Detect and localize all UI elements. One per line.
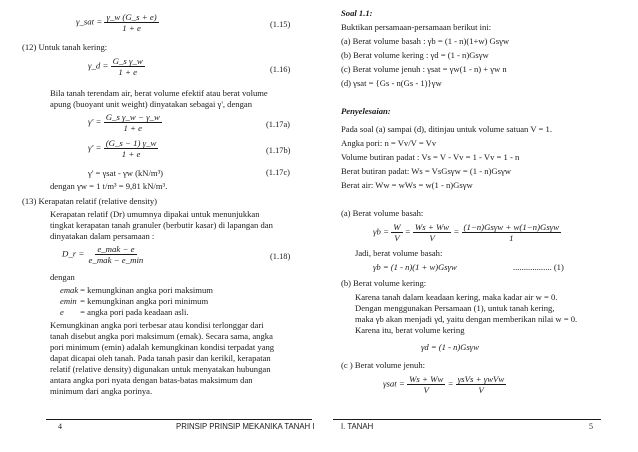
- part-a-jadi: Jadi, berat volume basah:: [355, 248, 443, 258]
- soal-item: (d) γsat = {Gs - n(Gs - 1)}γw: [341, 78, 442, 88]
- footer-rule: [46, 419, 312, 420]
- paragraph-line: relatif (relative density) digunakan untuk menyatakan hubungan: [50, 364, 271, 374]
- equation-1-18: D_r = $\frac{\text{e\_mak − e}}{\text{e\_mak − e\_min}}$: [62, 244, 144, 265]
- dengan-label: dengan: [50, 272, 75, 282]
- solution-line: Berat butiran padat: Ws = VsGsγw = (1 - n)Gsγw: [341, 166, 511, 176]
- page-number: 4: [58, 422, 62, 431]
- definition-row: e = angka pori pada keadaan asli.: [60, 307, 189, 317]
- item-13-heading: (13) Kerapatan relatif (relative density): [22, 196, 158, 206]
- solution-line: Pada soal (a) sampai (d), ditinjau untuk volume satuan V = 1.: [341, 124, 552, 134]
- solution-line: Berat air: Ww = wWs = w(1 - n)Gsγw: [341, 180, 473, 190]
- part-b-result: γd = (1 - n)Gsγw: [421, 342, 479, 352]
- part-a-title: (a) Berat volume basah:: [341, 208, 424, 218]
- part-a-result: γb = (1 - n)(1 + w)Gsγw: [373, 262, 457, 272]
- page-number: 5: [589, 422, 593, 431]
- paragraph-line: antara angka pori nyata dengan batas-batas maksimum dan: [50, 375, 253, 385]
- footer-rule: [333, 419, 601, 420]
- equation-1-16: γ_d = $\frac{\text{G\_s γ\_w}}{1 + e}$: [88, 56, 143, 77]
- paragraph-line: maka γb akan menjadi γd, yaitu dengan memberikan nilai w = 0.: [355, 314, 578, 324]
- running-footer: PRINSIP PRINSIP MEKANIKA TANAH I: [176, 422, 315, 431]
- running-footer: I. TANAH: [341, 422, 374, 431]
- soal-item: (a) Berat volume basah : γb = (1 - n)(1+w) Gsγw: [341, 36, 510, 46]
- definition-row: emin = kemungkinan angka pori minimum: [60, 296, 209, 306]
- soal-item: (c) Berat volume jenuh : γsat = γw(1 - n) + γw n: [341, 64, 507, 74]
- paragraph-line: Kemungkinan angka pori terbesar atau kondisi terlonggar dari: [50, 320, 264, 330]
- paragraph-line: dapat dicapai oleh tanah. Pada tanah pasir dan kerikil, kerapatan: [50, 353, 271, 363]
- equation-number: (1.16): [270, 65, 291, 74]
- paragraph-line: Dengan menggunakan Persamaan (1), untuk tanah kering,: [355, 303, 555, 313]
- part-c-equation: γsat = $\frac{Ws + Ww}{V}$ = $\frac{\text{γsVs + γwVw}}{V}$: [383, 374, 505, 395]
- part-a-equation: γb = $\frac{W}{V}$ = $\frac{Ws + Ww}{V}$ = $\frac{\text{(1−n)Gsγw + w(1−n)Gsγw}}{1}$: [373, 222, 560, 243]
- solution-line: Angka pori: n = Vv/V = Vv: [341, 138, 437, 148]
- part-b-title: (b) Berat volume kering:: [341, 278, 427, 288]
- unit-note: dengan γw = 1 t/m³ = 9,81 kN/m³.: [50, 181, 168, 191]
- equation-number: (1.17c): [266, 168, 290, 177]
- paragraph-line: minimum dari angka porinya.: [50, 386, 153, 396]
- paragraph-line: Kerapatan relatif (Dr) umumnya dipakai untuk menunjukkan: [50, 209, 260, 219]
- equation-number: (1.18): [270, 252, 291, 261]
- paragraph-line: apung (buoyant unit weight) dinyatakan sebagai γ', dengan: [50, 99, 252, 109]
- paragraph-line: Karena tanah dalam keadaan kering, maka kadar air w = 0.: [355, 292, 558, 302]
- equation-number: (1.17a): [266, 120, 290, 129]
- item-12-heading: (12) Untuk tanah kering:: [22, 42, 108, 52]
- definition-row: emak = kemungkinan angka pori maksimum: [60, 285, 213, 295]
- equation-1-15: γ_sat = $\frac{\gamma\_w (G\_s + e)}{1 + e}$: [76, 12, 157, 33]
- paragraph-line: pori minimum (emin) adalah kemungkinan kondisi terpadat yang: [50, 342, 275, 352]
- equation-number: (1.17b): [266, 146, 291, 155]
- paragraph-line: Bila tanah terendam air, berat volume efektif atau berat volume: [50, 88, 268, 98]
- paragraph-line: tanah disebut angka pori maksimum (emak). Secara sama, angka: [50, 331, 273, 341]
- penyelesaian-title: Penyelesaian:: [341, 106, 391, 116]
- equation-1-17b: γ' = $\frac{(G\_s - 1) \gamma\_w}{1 + e}$: [88, 138, 157, 159]
- right-page: [319, 0, 638, 452]
- paragraph-line: dinyatakan dalam persamaan :: [50, 231, 155, 241]
- equation-number: .................. (1): [513, 262, 564, 272]
- equation-number: (1.15): [270, 20, 291, 29]
- solution-line: Volume butiran padat : Vs = V - Vv = 1 - Vv = 1 - n: [341, 152, 520, 162]
- equation-1-17c: γ' = γsat - γw (kN/m³): [88, 168, 164, 178]
- soal-intro: Buktikan persamaan-persamaan berikut ini:: [341, 22, 492, 32]
- soal-item: (b) Berat volume kering : γd = (1 - n)Gsγw: [341, 50, 489, 60]
- paragraph-line: Karena itu, berat volume kering: [355, 325, 465, 335]
- paragraph-line: tingkat kerapatan tanah granuler (berbutir kasar) di lapangan dan: [50, 220, 273, 230]
- part-c-title: (c ) Berat volume jenuh:: [341, 360, 425, 370]
- equation-1-17a: γ' = $\frac{\text{G\_s γ\_w − γ\_w}}{1 + e}$: [88, 112, 160, 133]
- soal-title: Soal 1.1:: [341, 8, 373, 18]
